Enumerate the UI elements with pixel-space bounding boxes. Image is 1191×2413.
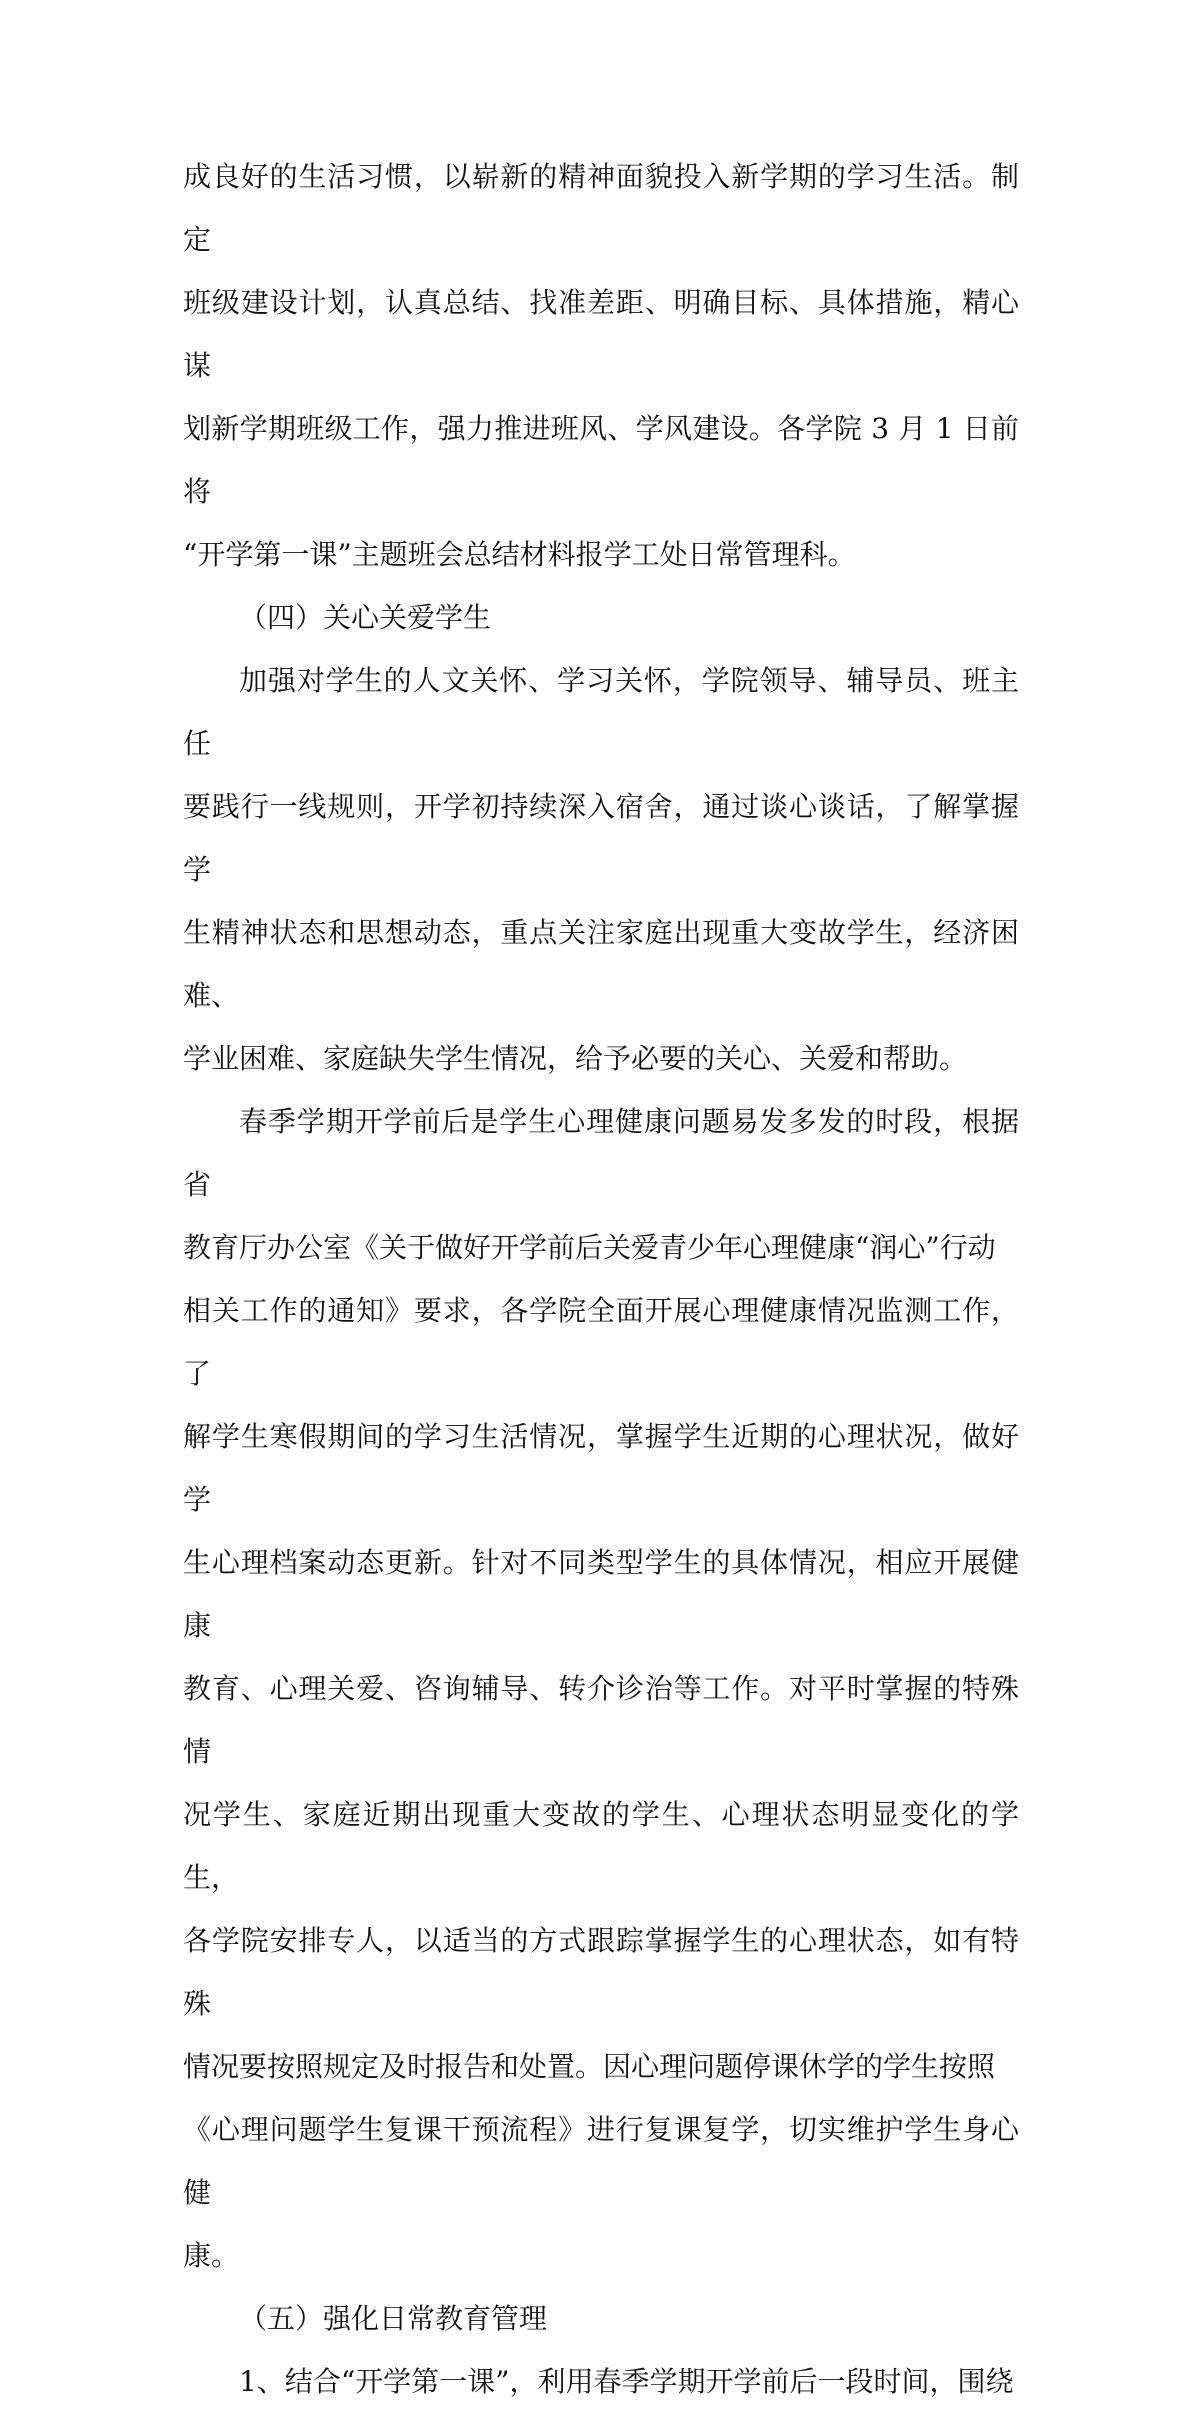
paragraph-mental-health <box>183 1090 1019 2287</box>
text-line: 教育、心理关爱、咨询辅导、转介诊治等工作。对平时掌握的特殊情 <box>183 1672 1019 1768</box>
section-heading-care <box>183 586 1019 649</box>
text-line: 相关工作的通知》要求，各学院全面开展心理健康情况监测工作，了 <box>183 1294 1019 1390</box>
text-line: “开学第一课”主题班会总结材料报学工处日常管理科。 <box>183 538 856 571</box>
paragraph-humanistic-care <box>183 649 1019 1090</box>
text-line: 班级建设计划，认真总结、找准差距、明确目标、具体措施，精心谋 <box>183 286 1019 382</box>
text-line: 各学院安排专人，以适当的方式跟踪掌握学生的心理状态，如有特殊 <box>183 1924 1019 2020</box>
paragraph-class-building <box>183 145 1019 586</box>
text-line: 春季学期开学前后是学生心理健康问题易发多发的时段，根据省 <box>183 1105 1019 1201</box>
text-line: 教育厅办公室《关于做好开学前后关爱青少年心理健康“润心”行动 <box>183 1231 996 1264</box>
text-line: 情况要按照规定及时报告和处置。因心理问题停课休学的学生按照 <box>183 2050 996 2083</box>
heading-text: （四）关心关爱学生 <box>239 601 492 634</box>
text-line: 康。 <box>183 2239 240 2272</box>
text-line: 加强对学生的人文关怀、学习关怀，学院领导、辅导员、班主任 <box>183 664 1019 760</box>
text-line: 划新学期班级工作，强力推进班风、学风建设。各学院 3 月 1 日前将 <box>183 412 1019 508</box>
section-heading-daily-management <box>183 2287 1019 2350</box>
text-line: 生心理档案动态更新。针对不同类型学生的具体情况，相应开展健康 <box>183 1546 1019 1642</box>
text-line: 《心理问题学生复课干预流程》进行复课复学，切实维护学生身心健 <box>183 2113 1019 2209</box>
text-line: 解学生寒假期间的学习生活情况，掌握学生近期的心理状况，做好学 <box>183 1420 1019 1516</box>
heading-text: （五）强化日常教育管理 <box>239 2302 548 2335</box>
document-body <box>183 145 1019 2413</box>
text-line: 况学生、家庭近期出现重大变故的学生、心理状态明显变化的学生， <box>183 1798 1019 1894</box>
text-line: 成良好的生活习惯，以崭新的精神面貌投入新学期的学习生活。制定 <box>183 160 1019 256</box>
text-line: 要践行一线规则，开学初持续深入宿舍，通过谈心谈话，了解掌握学 <box>183 790 1019 886</box>
text-line: 学业困难、家庭缺失学生情况，给予必要的关心、关爱和帮助。 <box>183 1042 968 1075</box>
text-line: 1、结合“开学第一课”，利用春季学期开学前后一段时间，围绕 <box>239 2365 1014 2398</box>
paragraph-item-1 <box>183 2350 1019 2413</box>
text-line: 生精神状态和思想动态，重点关注家庭出现重大变故学生，经济困难、 <box>183 916 1019 1012</box>
